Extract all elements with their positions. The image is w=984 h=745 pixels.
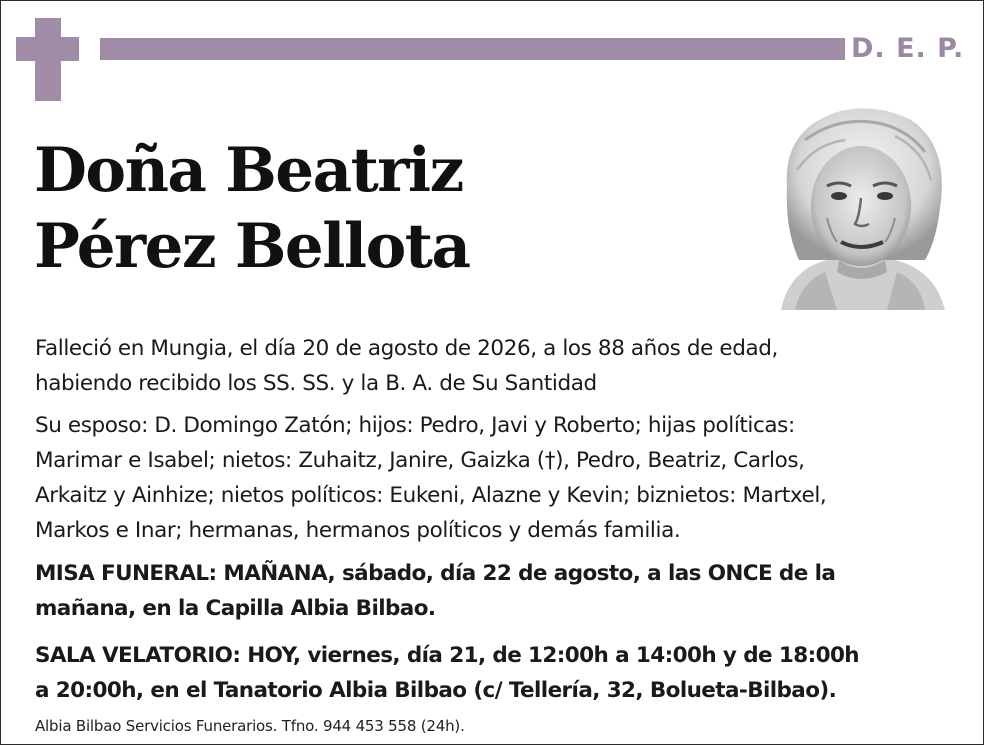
- dep-tag: D. E. P.: [851, 33, 965, 64]
- family-paragraph: [35, 408, 960, 548]
- text-line: Su esposo: D. Domingo Zatón; hijos: Pedro, Javi y Roberto; hijas políticas:: [35, 413, 795, 438]
- name-line-1: Doña Beatriz: [34, 135, 463, 206]
- text-line: Falleció en Mungia, el día 20 de agosto de 2026, a los 88 años de edad,: [35, 336, 778, 361]
- text-line: Arkaitz y Ainhize; nietos políticos: Eukeni, Alazne y Kevin; biznietos: Martxel,: [35, 483, 827, 508]
- wake-room-paragraph: [35, 638, 960, 708]
- text-line: Marimar e Isabel; nietos: Zuhaitz, Janire, Gaizka (†), Pedro, Beatriz, Carlos,: [35, 448, 805, 473]
- funeral-home-footer: Albia Bilbao Servicios Funerarios. Tfno. 944 453 558 (24h).: [35, 717, 465, 735]
- text-line: a 20:00h, en el Tanatorio Albia Bilbao (c/ Tellería, 32, Bolueta-Bilbao).: [35, 678, 837, 703]
- cross-horizontal-bar: [16, 37, 79, 61]
- text-line: Markos e Inar; hermanas, hermanos políticos y demás familia.: [35, 518, 681, 543]
- text-line: mañana, en la Capilla Albia Bilbao.: [35, 596, 436, 621]
- header-rule: [100, 38, 845, 60]
- portrait-photo: [775, 100, 947, 310]
- funeral-mass-paragraph: [35, 556, 960, 626]
- text-line: SALA VELATORIO: HOY, viernes, día 21, de 12:00h a 14:00h y de 18:00h: [35, 643, 860, 668]
- name-line-2: Pérez Bellota: [34, 211, 470, 282]
- death-notice-paragraph: [35, 331, 960, 401]
- text-line: habiendo recibido los SS. SS. y la B. A. de Su Santidad: [35, 371, 597, 396]
- deceased-name: [34, 133, 469, 285]
- text-line: MISA FUNERAL: MAÑANA, sábado, día 22 de agosto, a las ONCE de la: [35, 561, 836, 586]
